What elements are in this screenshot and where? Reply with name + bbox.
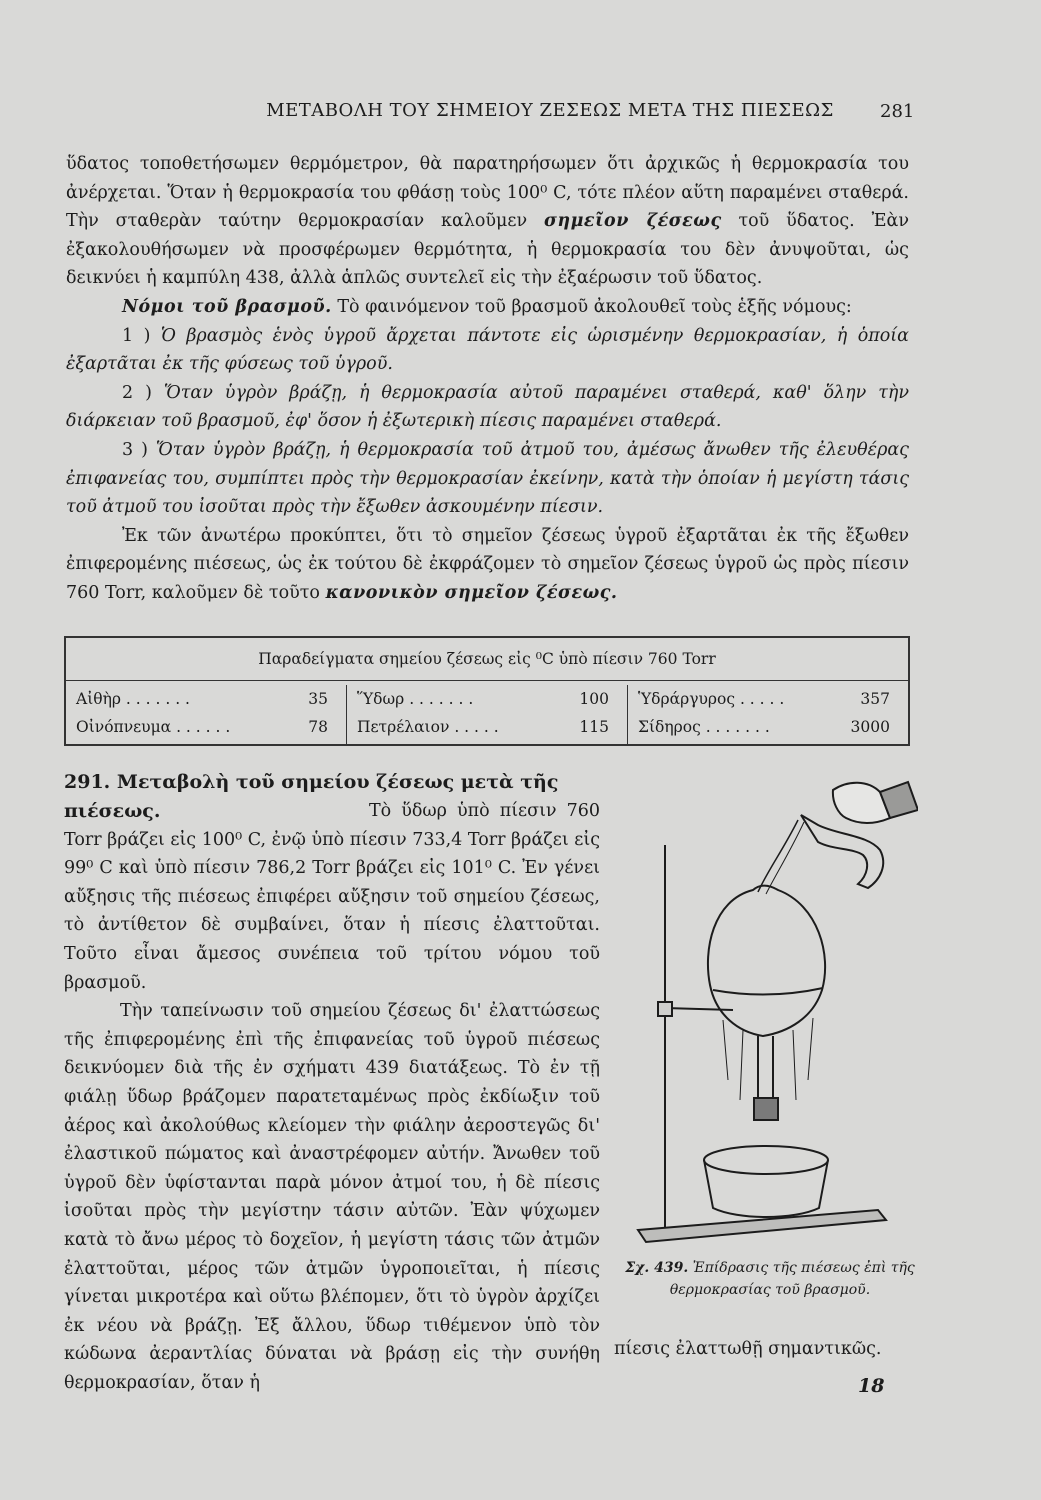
law-text: Ὅταν ὑγρὸν βράζῃ, ἡ θερμοκρασία αὐτοῦ παραμένει σταθερά, καθ' ὅλην τὴν διάρκειαν τοῦ βρασμοῦ, ἐφ' ὅσον ἡ ἐξωτερικὴ πίεσις παραμένει σταθερά. [66, 382, 909, 432]
water-surface [713, 988, 823, 995]
signature-mark: 18 [858, 1375, 885, 1397]
hand [833, 783, 890, 823]
table-cell [76, 713, 328, 741]
clamp-arm [665, 1008, 733, 1010]
figure-label: Σχ. 439. [625, 1260, 689, 1276]
table-cell [76, 685, 328, 713]
boiling-point: 115 [579, 718, 609, 736]
law-number: 3 ) [122, 439, 148, 460]
water-stream [766, 822, 804, 894]
paragraph-end: πίεσις ἐλαττωθῇ σημαντικῶς. [614, 1339, 882, 1359]
boiling-point: 3000 [850, 718, 890, 736]
text: ὕδατος τοποθετήσωμεν θερμόμετρον, θὰ παρατηρήσωμεν ὅτι ἀρχικῶς ἡ θερμοκρασία του ἀνέρχεται. Ὅταν ἡ θερμοκρασία του φθάσῃ τοὺς 100⁰ C, τότε πλέον αὕτη παραμένει σταθερά. Τὴν σταθερὰν ταύτην θερμοκρασίαν καλοῦμεν [66, 154, 909, 232]
laws-heading: Νόμοι τοῦ βρασμοῦ. [122, 296, 332, 317]
substance: Σίδηρος . . . . . . . [638, 718, 770, 736]
intro-text [66, 150, 909, 608]
substance: Αἰθὴρ . . . . . . . [76, 690, 190, 708]
substance: Πετρέλαιον . . . . . [357, 718, 499, 736]
boiling-point: 35 [308, 690, 328, 708]
text: Τὸ φαινόμενον τοῦ βρασμοῦ ἀκολουθεῖ τοὺς ἑξῆς νόμους: [337, 296, 852, 317]
boiling-point: 357 [860, 690, 890, 708]
paragraph [66, 150, 909, 293]
flask-neck [758, 1036, 773, 1100]
law-text: Ὅταν ὑγρὸν βράζῃ, ἡ θερμοκρασία τοῦ ἀτμοῦ του, ἀμέσως ἄνωθεν τῆς ἐλευθέρας ἐπιφανείας του, συμπίπτει πρὸς τὴν θερμοκρασίαν ἐκείνην, κατὰ τὴν ὁποίαν ἡ μεγίστη τάσις τοῦ ἀτμοῦ του ἰσοῦται πρὸς τὴν ἔξωθεν ἀσκουμένην πίεσιν. [66, 439, 909, 518]
paragraph [66, 293, 909, 322]
section-title: Μεταβολὴ τοῦ σημείου ζέσεως μετὰ τῆς πιέσεως. [64, 771, 559, 822]
figure-drawing [618, 780, 918, 1260]
boiling-points-table [64, 636, 910, 746]
term-boiling-point: σημεῖον ζέσεως [544, 211, 722, 232]
stand-base [638, 1210, 886, 1242]
flask-bulb [708, 886, 825, 1037]
text: τοῦ ὕδατος. Ἐὰν ἐξακολουθήσωμεν νὰ προσφέρωμεν θερμότητα, ἡ θερμοκρασία του δὲν ἀνυψοῦται, ὡς δεικνύει ἡ καμπύλη 438, ἀλλὰ ἁπλῶς συντελεῖ εἰς τὴν ἐξαέρωσιν τοῦ ὕδατος. [66, 211, 909, 289]
table-cell [357, 713, 609, 741]
table-cell [638, 713, 890, 741]
paragraph: Τὸ ὕδωρ ὑπὸ πίεσιν 760 Torr βράζει εἰς 100⁰ C, ἐνῷ ὑπὸ πίεσιν 733,4 Torr βράζει εἰς 99⁰ C καὶ ὑπὸ πίεσιν 786,2 Torr βράζει εἰς 101⁰ C. Ἐν γένει αὔξησις τῆς πιέσεως ἐπιφέρει αὔξησιν τοῦ σημείου ζέσεως, τὸ ἀντίθετον δὲ συμβαίνει, ὅταν ἡ πίεσις ἐλαττοῦται. Τοῦτο εἶναι ἄμεσος συνέπεια τοῦ τρίτου νόμου τοῦ βρασμοῦ. [64, 801, 600, 993]
running-header: ΜΕΤΑΒΟΛΗ ΤΟΥ ΣΗΜΕΙΟΥ ΖΕΣΕΩΣ ΜΕΤΑ ΤΗΣ ΠΙΕΣΕΩΣ [266, 100, 834, 121]
boiling-point: 100 [579, 690, 609, 708]
basin-rim [704, 1146, 828, 1174]
law-text: Ὁ βρασμὸς ἑνὸς ὑγροῦ ἄρχεται πάντοτε εἰς ὡρισμένην θερμοκρασίαν, ἡ ὁποία ἐξαρτᾶται ἐκ τῆς φύσεως τοῦ ὑγροῦ. [66, 325, 909, 375]
page-number: 281 [880, 101, 915, 122]
paragraph [66, 522, 909, 608]
text: Ἐκ τῶν ἀνωτέρω προκύπτει, ὅτι τὸ σημεῖον ζέσεως ὑγροῦ ἐξαρτᾶται ἐκ τῆς ἔξωθεν ἐπιφερομένης πιέσεως, ὡς ἐκ τούτου δὲ ἐκφράζομεν τὸ σημεῖον ζέσεως ὑγροῦ ὡς πρὸς πίεσιν 760 Torr, καλοῦμεν δὲ τοῦτο [66, 525, 909, 603]
law-1 [66, 322, 909, 379]
table-column [627, 685, 908, 745]
section-body [64, 797, 600, 1397]
figure-caption-text: Ἐπίδρασις τῆς πιέσεως ἐπὶ τῆς θερμοκρασίας τοῦ βρασμοῦ. [669, 1260, 915, 1298]
boiling-flask-illustration-icon [618, 780, 918, 1260]
table-column [346, 685, 627, 745]
term-normal-boiling-point: κανονικὸν σημεῖον ζέσεως. [325, 582, 618, 603]
table-cell [638, 685, 890, 713]
substance: Ὑδράργυρος . . . . . [638, 690, 785, 708]
substance: Οἰνόπνευμα . . . . . . [76, 718, 231, 736]
basin [704, 1160, 828, 1217]
dripping-water [723, 1018, 813, 1100]
table-caption: Παραδείγματα σημείου ζέσεως εἰς ⁰C ὑπὸ πίεσιν 760 Torr [66, 638, 908, 681]
clamp-boss [658, 1002, 672, 1016]
table-column [66, 685, 346, 745]
table-cell [357, 685, 609, 713]
law-2 [66, 379, 909, 436]
section-number: 291. [64, 771, 111, 793]
substance: Ὕδωρ . . . . . . . [357, 690, 474, 708]
water-stream [758, 820, 798, 892]
boiling-point: 78 [308, 718, 328, 736]
law-number: 1 ) [122, 325, 151, 346]
law-number: 2 ) [122, 382, 152, 403]
jug [801, 815, 883, 888]
rubber-stopper [754, 1098, 778, 1120]
paragraph: Τὴν ταπείνωσιν τοῦ σημείου ζέσεως δι' ἐλαττώσεως τῆς ἐπιφερομένης ἐπὶ τῆς ἐπιφανείας τοῦ ὑγροῦ πιέσεως δεικνύομεν διὰ τῆς ἐν σχήματι 439 διατάξεως. Τὸ ἐν τῇ φιάλῃ ὕδωρ βράζομεν παρατεταμένως πρὸς ἐκδίωξιν τοῦ ἀέρος καὶ ἀκολούθως κλείομεν τὴν φιάλην ἀεροστεγῶς δι' ἐλαστικοῦ πώματος καὶ ἀναστρέφομεν αὐτήν. Ἄνωθεν τοῦ ὑγροῦ δὲν ὑφίστανται παρὰ μόνον ἀτμοί του, ἡ δὲ πίεσις ἰσοῦται πρὸς τὴν μεγίστην τάσιν αὐτῶν. Ἐὰν ψύχωμεν κατὰ τὸ ἄνω μέρος τὸ δοχεῖον, ἡ μεγίστη τάσις τῶν ἀτμῶν ἐλαττοῦται, μέρος τῶν ἀτμῶν ὑγροποιεῖται, ἡ πίεσις γίνεται μικροτέρα καὶ οὕτω βλέπομεν, ὅτι τὸ ὑγρὸν ἀρχίζει ἐκ νέου νὰ βράζῃ. Ἐξ ἄλλου, ὕδωρ τιθέμενον ὑπὸ τὸν κώδωνα ἀεραντλίας δύναται νὰ βράσῃ εἰς τὴν συνήθη θερμοκρασίαν, ὅταν ἡ [64, 1001, 600, 1393]
table-body [66, 681, 908, 745]
law-3 [66, 436, 909, 522]
figure-caption [622, 1257, 918, 1301]
